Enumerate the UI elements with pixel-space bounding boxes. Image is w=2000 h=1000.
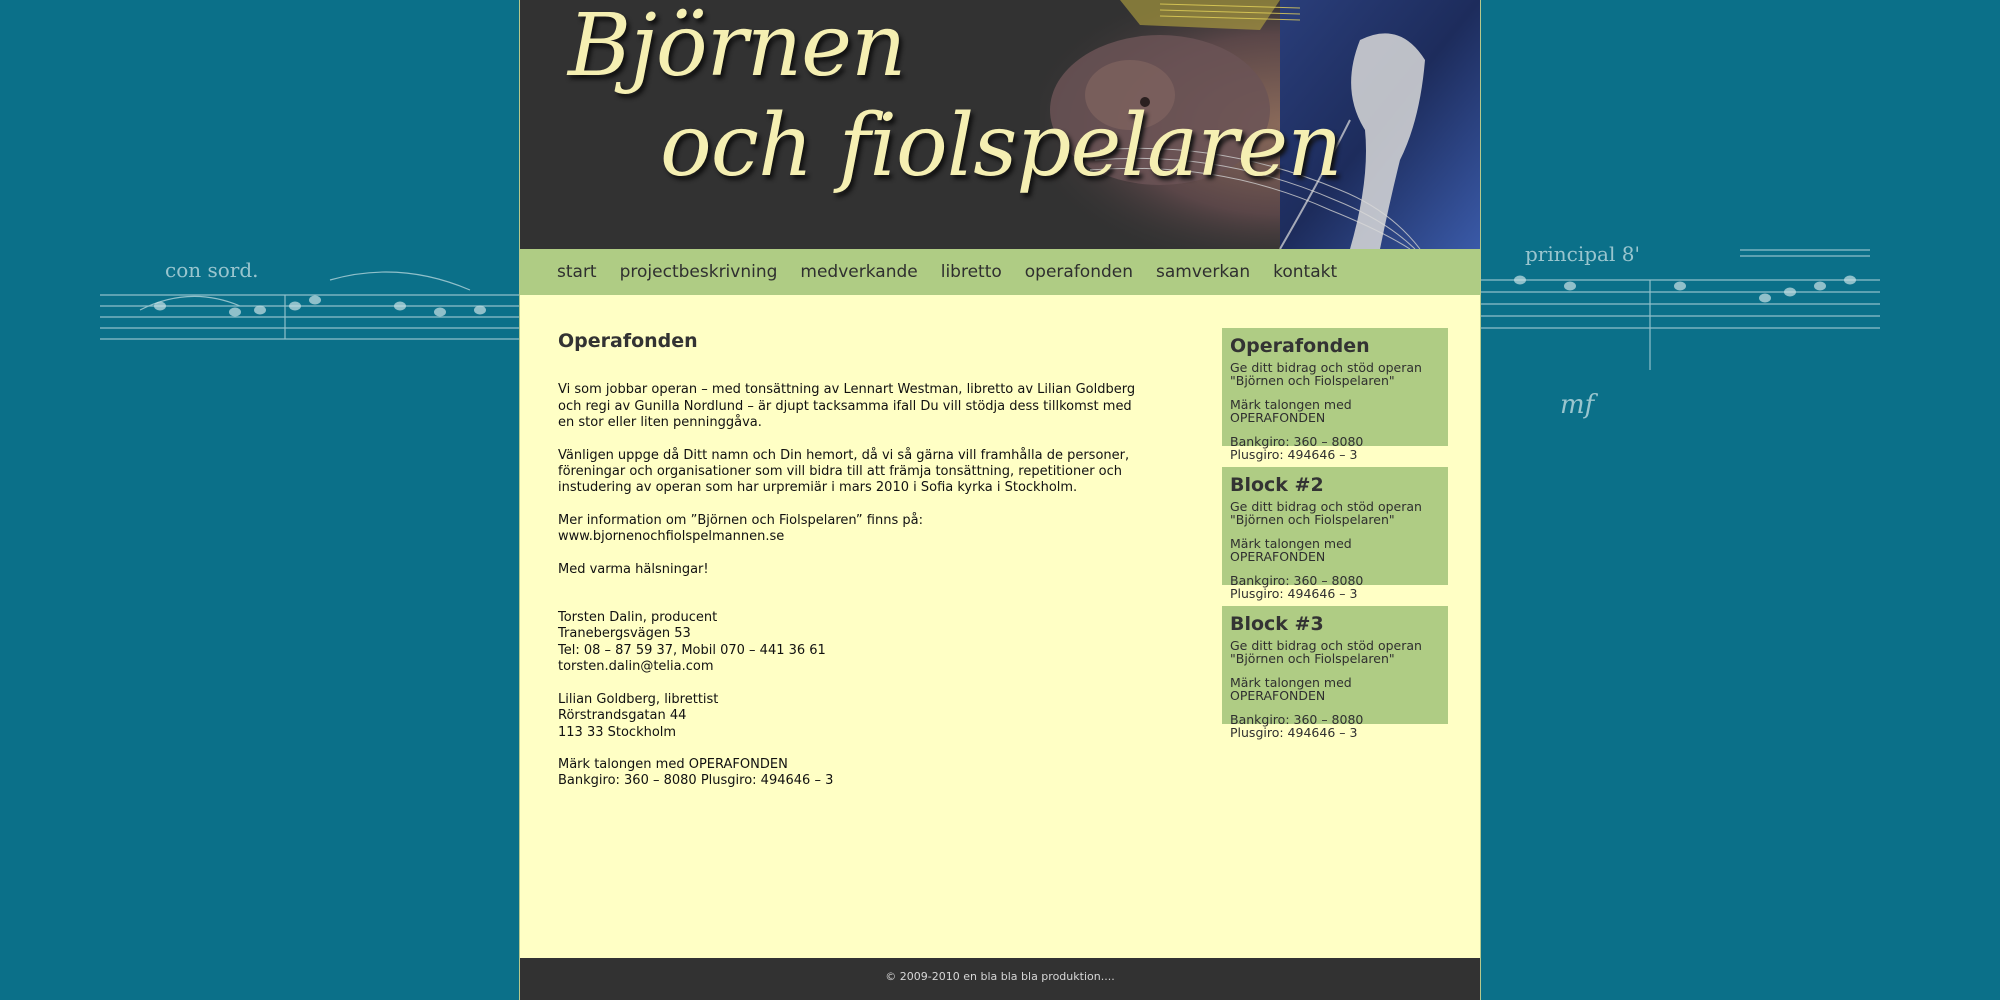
payment-accounts: Bankgiro: 360 – 8080 Plusgiro: 494646 – 3 [558, 773, 834, 789]
producer-street: Tranebergsvägen 53 [558, 626, 691, 642]
nav-item-samverkan[interactable]: samverkan [1156, 262, 1251, 282]
block-bankgiro: Bankgiro: 360 – 8080 [1230, 573, 1364, 588]
site-header [520, 0, 1480, 249]
nav-item-libretto[interactable]: libretto [940, 262, 1002, 282]
site-footer [520, 958, 1480, 1000]
nav-item-projectbeskrivning[interactable]: projectbeskrivning [619, 262, 778, 282]
page-title: Operafonden [558, 330, 698, 352]
block-text: Ge ditt bidrag och stöd operan "Björnen och Fiolspelaren" [1230, 360, 1422, 388]
request-paragraph: Vänligen uppge då Ditt namn och Din hemort, då vi så gärna vill framhålla de personer, föreningar och organisationer som vill bidra till att främja tonsättning, repetitioner och instudering av operan som har urpremiär i mars 2010 i Sofia kyrka i Stockholm. [558, 447, 1130, 496]
sidebar-block [1222, 328, 1448, 462]
block-accounts [1230, 435, 1440, 461]
block-text: Ge ditt bidrag och stöd operan "Björnen och Fiolspelaren" [1230, 638, 1422, 666]
block-title: Block #2 [1230, 474, 1324, 496]
block-plusgiro: Plusgiro: 494646 – 3 [1230, 725, 1358, 740]
block-plusgiro: Plusgiro: 494646 – 3 [1230, 447, 1358, 462]
payment-info [558, 757, 1143, 790]
page-container [519, 0, 1481, 1000]
nav-item-operafonden[interactable]: operafonden [1024, 262, 1134, 282]
background-staff-right [1480, 240, 1900, 370]
main-nav [520, 249, 1480, 295]
sidebar-block [1222, 606, 1448, 740]
block-accounts [1230, 574, 1440, 600]
block-plusgiro: Plusgiro: 494646 – 3 [1230, 586, 1358, 601]
background-staff-left [100, 240, 520, 370]
block-note: Märk talongen med OPERAFONDEN [1230, 536, 1352, 564]
block-title: Operafonden [1230, 335, 1370, 357]
block-note: Märk talongen med OPERAFONDEN [1230, 675, 1352, 703]
sidebar [1222, 328, 1448, 745]
block-title: Block #3 [1230, 613, 1324, 635]
contact-producer [558, 610, 1143, 676]
intro-paragraph: Vi som jobbar operan – med tonsättning av Lennart Westman, libretto av Lilian Goldberg och regi av Gunilla Nordlund – är djupt tacksamma ifall Du vill stödja dess tillkomst med en stor eller liten penninggåva. [558, 382, 1136, 431]
block-note: Märk talongen med OPERAFONDEN [1230, 397, 1352, 425]
librettist-name: Lilian Goldberg, librettist [558, 691, 719, 707]
site-title-line1: Björnen [568, 0, 906, 96]
info-paragraph: Mer information om ”Björnen och Fiolspelaren” finns på: www.bjornenochfiolspelmannen.se [558, 512, 923, 545]
background-marking-right: principal 8' [1525, 242, 1640, 266]
sidebar-block [1222, 467, 1448, 601]
footer-copyright: © 2009-2010 en bla bla bla produktion.... [885, 970, 1115, 983]
nav-item-kontakt[interactable]: kontakt [1273, 262, 1338, 282]
payment-note: Märk talongen med OPERAFONDEN [558, 756, 788, 772]
background-marking-left: con sord. [165, 258, 259, 282]
producer-phone: Tel: 08 – 87 59 37, Mobil 070 – 441 36 61 [558, 642, 826, 658]
producer-name: Torsten Dalin, producent [558, 610, 718, 626]
greeting: Med varma hälsningar! [558, 561, 709, 577]
nav-item-medverkande[interactable]: medverkande [800, 262, 918, 282]
librettist-city: 113 33 Stockholm [558, 724, 677, 740]
background-dynamic-marking: mf [1560, 390, 1595, 420]
librettist-street: Rörstrandsgatan 44 [558, 708, 687, 724]
contact-librettist [558, 692, 1143, 741]
nav-item-start[interactable]: start [557, 262, 597, 282]
site-title-line2: och fiolspelaren [660, 96, 1342, 196]
producer-email: torsten.dalin@telia.com [558, 659, 714, 675]
block-accounts [1230, 713, 1440, 739]
block-bankgiro: Bankgiro: 360 – 8080 [1230, 712, 1364, 727]
main-content [558, 330, 1143, 806]
block-text: Ge ditt bidrag och stöd operan "Björnen och Fiolspelaren" [1230, 499, 1422, 527]
block-bankgiro: Bankgiro: 360 – 8080 [1230, 434, 1364, 449]
